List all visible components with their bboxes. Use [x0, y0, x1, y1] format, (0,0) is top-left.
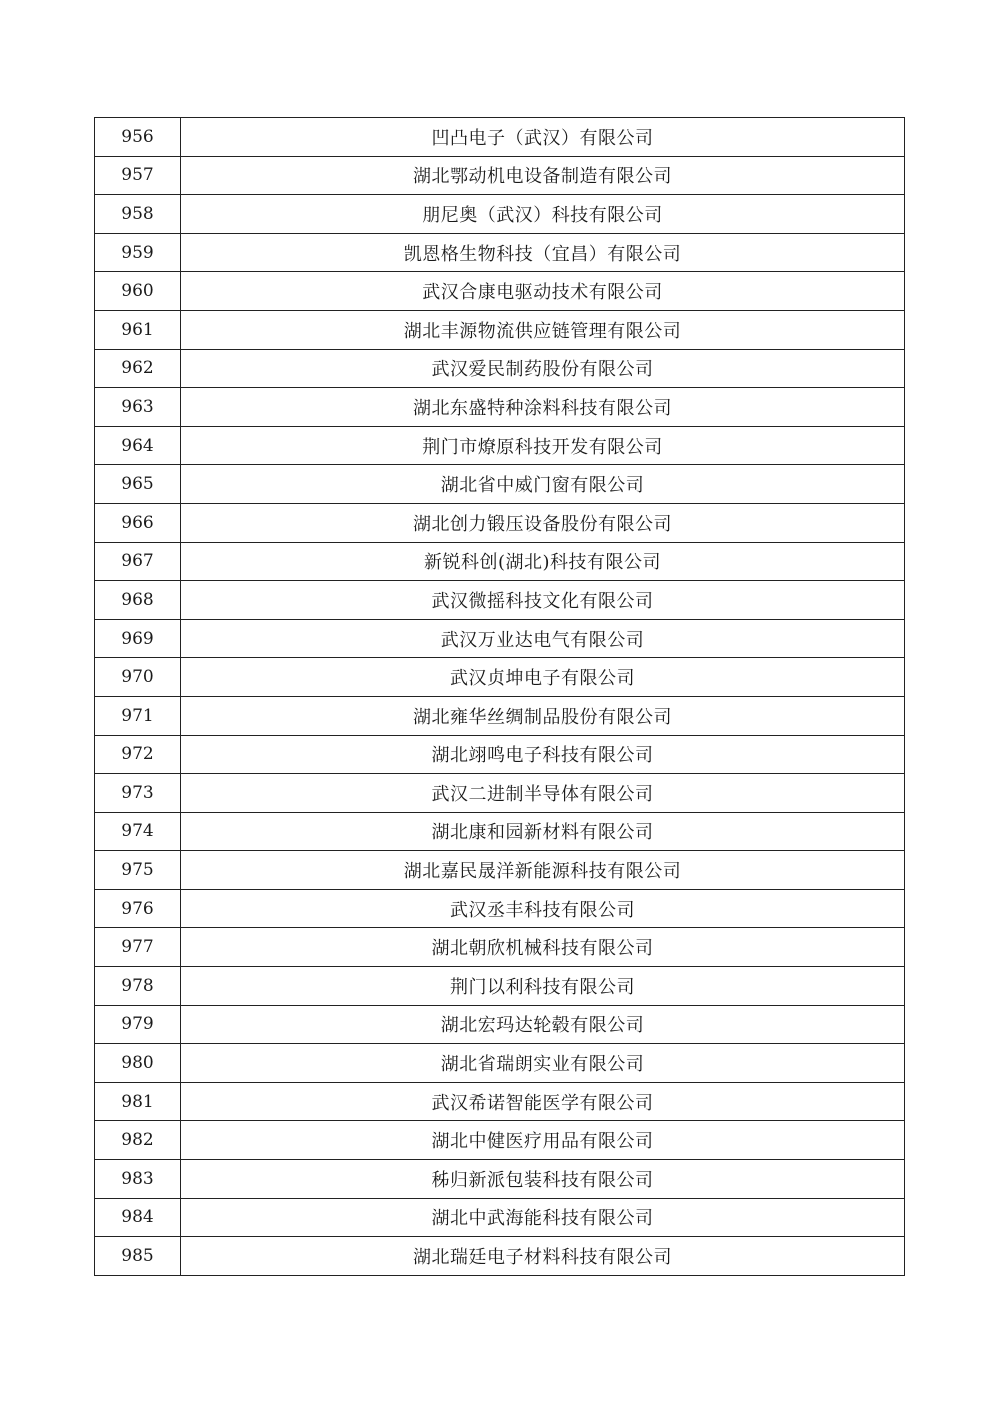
row-number: 963 [95, 388, 181, 427]
table-row [95, 658, 905, 697]
row-number: 976 [95, 889, 181, 928]
row-number: 970 [95, 658, 181, 697]
company-name: 湖北创力锻压设备股份有限公司 [181, 503, 905, 542]
row-number: 980 [95, 1044, 181, 1083]
table-row [95, 156, 905, 195]
row-number: 965 [95, 465, 181, 504]
company-name: 湖北中武海能科技有限公司 [181, 1198, 905, 1237]
table-row [95, 619, 905, 658]
table-row [95, 118, 905, 157]
row-number: 977 [95, 928, 181, 967]
company-name: 湖北康和园新材料有限公司 [181, 812, 905, 851]
table-row [95, 1082, 905, 1121]
company-name: 武汉丞丰科技有限公司 [181, 889, 905, 928]
row-number: 958 [95, 195, 181, 234]
company-name: 荆门市燎原科技开发有限公司 [181, 426, 905, 465]
company-name: 武汉微摇科技文化有限公司 [181, 581, 905, 620]
company-name: 武汉二进制半导体有限公司 [181, 774, 905, 813]
company-name: 湖北瑞廷电子材料科技有限公司 [181, 1237, 905, 1276]
row-number: 984 [95, 1198, 181, 1237]
company-name: 新锐科创(湖北)科技有限公司 [181, 542, 905, 581]
company-name: 湖北东盛特种涂料科技有限公司 [181, 388, 905, 427]
row-number: 973 [95, 774, 181, 813]
table-row [95, 581, 905, 620]
table-row [95, 967, 905, 1006]
row-number: 966 [95, 503, 181, 542]
company-name: 湖北鄂动机电设备制造有限公司 [181, 156, 905, 195]
table-row [95, 1121, 905, 1160]
row-number: 956 [95, 118, 181, 157]
table-row [95, 851, 905, 890]
table-row [95, 465, 905, 504]
table-row [95, 889, 905, 928]
company-name: 武汉希诺智能医学有限公司 [181, 1082, 905, 1121]
company-list-table [94, 117, 905, 1276]
table-row [95, 812, 905, 851]
row-number: 979 [95, 1005, 181, 1044]
row-number: 962 [95, 349, 181, 388]
company-name: 湖北中健医疗用品有限公司 [181, 1121, 905, 1160]
row-number: 978 [95, 967, 181, 1006]
table-row [95, 233, 905, 272]
row-number: 972 [95, 735, 181, 774]
table-row [95, 735, 905, 774]
row-number: 957 [95, 156, 181, 195]
row-number: 964 [95, 426, 181, 465]
company-name: 湖北翊鸣电子科技有限公司 [181, 735, 905, 774]
company-name: 湖北嘉民晟洋新能源科技有限公司 [181, 851, 905, 890]
table-row [95, 1005, 905, 1044]
company-name: 湖北省中威门窗有限公司 [181, 465, 905, 504]
row-number: 969 [95, 619, 181, 658]
table-row [95, 1198, 905, 1237]
table-row [95, 388, 905, 427]
company-name: 湖北朝欣机械科技有限公司 [181, 928, 905, 967]
row-number: 974 [95, 812, 181, 851]
company-name: 荆门以利科技有限公司 [181, 967, 905, 1006]
company-name: 凹凸电子（武汉）有限公司 [181, 118, 905, 157]
table-row [95, 426, 905, 465]
table-row [95, 310, 905, 349]
company-name: 朋尼奥（武汉）科技有限公司 [181, 195, 905, 234]
table-row [95, 272, 905, 311]
table-row [95, 1237, 905, 1276]
row-number: 983 [95, 1160, 181, 1199]
company-name: 凯恩格生物科技（宜昌）有限公司 [181, 233, 905, 272]
table-row [95, 195, 905, 234]
row-number: 975 [95, 851, 181, 890]
table-row [95, 1044, 905, 1083]
row-number: 959 [95, 233, 181, 272]
company-name: 湖北省瑞朗实业有限公司 [181, 1044, 905, 1083]
company-name: 湖北丰源物流供应链管理有限公司 [181, 310, 905, 349]
row-number: 981 [95, 1082, 181, 1121]
row-number: 968 [95, 581, 181, 620]
table-row [95, 928, 905, 967]
row-number: 985 [95, 1237, 181, 1276]
company-name: 秭归新派包装科技有限公司 [181, 1160, 905, 1199]
table-row [95, 1160, 905, 1199]
table-row [95, 542, 905, 581]
company-name: 武汉爱民制药股份有限公司 [181, 349, 905, 388]
company-name: 湖北宏玛达轮毂有限公司 [181, 1005, 905, 1044]
company-name: 武汉合康电驱动技术有限公司 [181, 272, 905, 311]
table-row [95, 696, 905, 735]
row-number: 967 [95, 542, 181, 581]
table-row [95, 774, 905, 813]
company-name: 武汉万业达电气有限公司 [181, 619, 905, 658]
table-row [95, 349, 905, 388]
company-list-body [95, 118, 905, 1276]
row-number: 960 [95, 272, 181, 311]
table-row [95, 503, 905, 542]
company-name: 湖北雍华丝绸制品股份有限公司 [181, 696, 905, 735]
row-number: 961 [95, 310, 181, 349]
row-number: 971 [95, 696, 181, 735]
company-name: 武汉贞坤电子有限公司 [181, 658, 905, 697]
row-number: 982 [95, 1121, 181, 1160]
